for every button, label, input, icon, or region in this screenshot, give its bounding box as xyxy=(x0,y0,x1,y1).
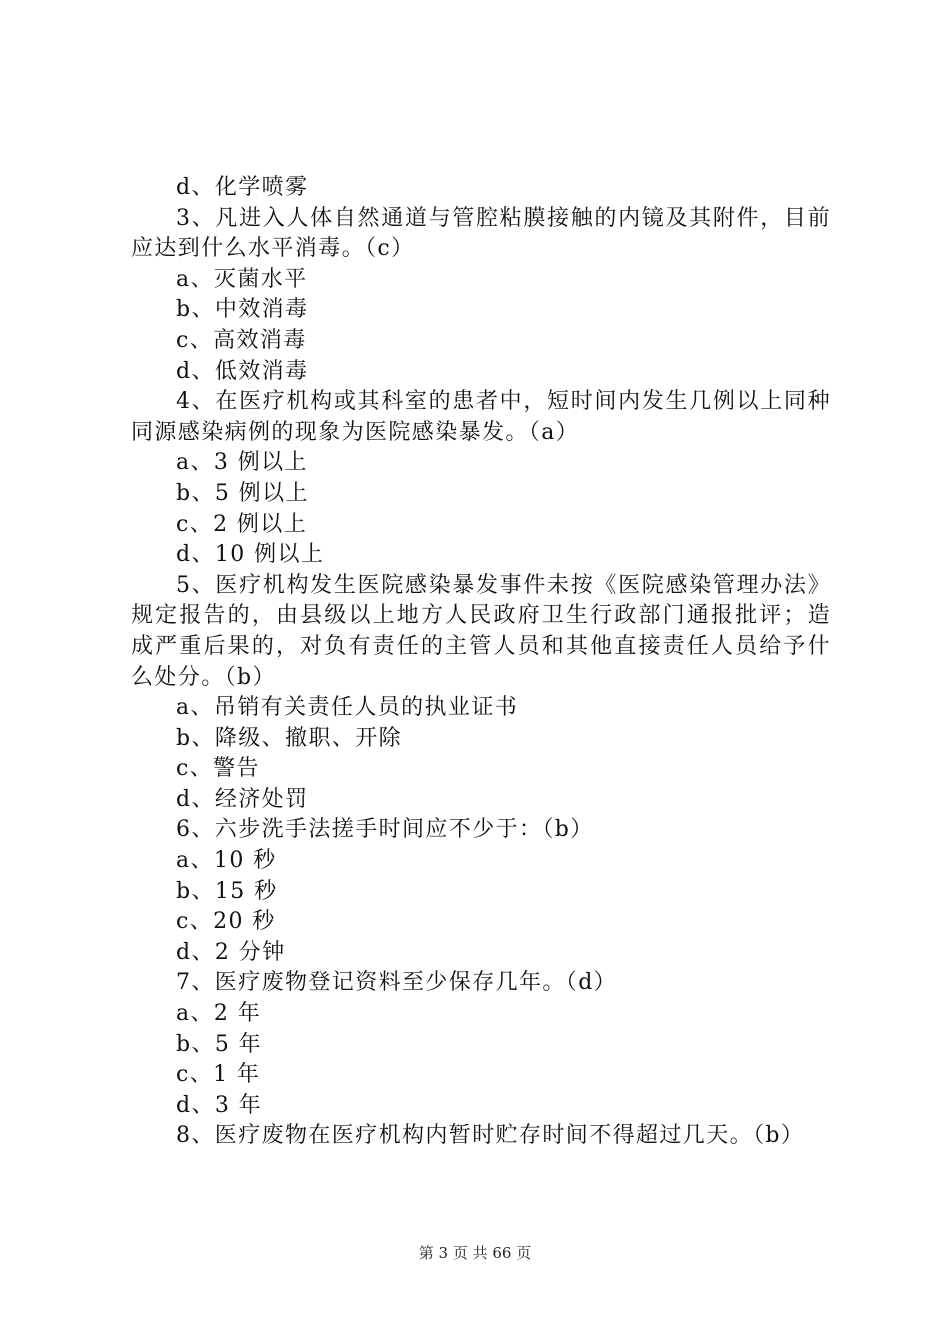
answer-option: a、2 年 xyxy=(176,1001,262,1027)
answer-option: b、15 秒 xyxy=(176,878,278,904)
question-text: 3、凡进入人体自然通道与管腔粘膜接触的内镜及其附件，目前应达到什么水平消毒。（c） xyxy=(131,205,831,262)
answer-option: b、5 例以上 xyxy=(176,480,309,506)
answer-option: a、灭菌水平 xyxy=(176,266,308,292)
page-footer: 第 3 页 共 66 页 xyxy=(418,1244,532,1262)
answer-option: d、低效消毒 xyxy=(176,358,309,384)
answer-option: a、10 秒 xyxy=(176,848,277,874)
answer-option: a、3 例以上 xyxy=(176,450,308,476)
question-text: 7、医疗废物登记资料至少保存几年。（d） xyxy=(176,970,618,996)
question-text: 5、医疗机构发生医院感染暴发事件未按《医院感染管理办法》规定报告的，由县级以上地方人民政府卫生行政部门通报批评；造成严重后果的，对负有责任的主管人员和其他直接责任人员给予什么处分。（b） xyxy=(131,572,831,690)
answer-option: c、1 年 xyxy=(176,1062,261,1088)
answer-option: b、降级、撤职、开除 xyxy=(176,725,403,751)
question-text: 8、医疗废物在医疗机构内暂时贮存时间不得超过几天。（b） xyxy=(176,1123,805,1149)
answer-option: d、2 分钟 xyxy=(176,939,286,965)
answer-option: d、10 例以上 xyxy=(176,542,325,568)
answer-option: b、中效消毒 xyxy=(176,297,309,323)
answer-option: d、经济处罚 xyxy=(176,786,309,812)
answer-option: b、5 年 xyxy=(176,1031,263,1057)
answer-option: c、20 秒 xyxy=(176,909,276,935)
answer-option: a、吊销有关责任人员的执业证书 xyxy=(176,695,519,721)
answer-option: c、警告 xyxy=(176,756,260,782)
answer-option: d、3 年 xyxy=(176,1092,263,1118)
question-text: 4、在医疗机构或其科室的患者中，短时间内发生几例以上同种同源感染病例的现象为医院感染暴发。（a） xyxy=(131,389,831,445)
question-text: 6、六步洗手法搓手时间应不少于：（b） xyxy=(176,817,594,843)
answer-option: d、化学喷雾 xyxy=(176,175,309,200)
answer-option: c、高效消毒 xyxy=(176,327,307,353)
answer-option: c、2 例以上 xyxy=(176,511,308,537)
document-body xyxy=(131,173,831,1152)
